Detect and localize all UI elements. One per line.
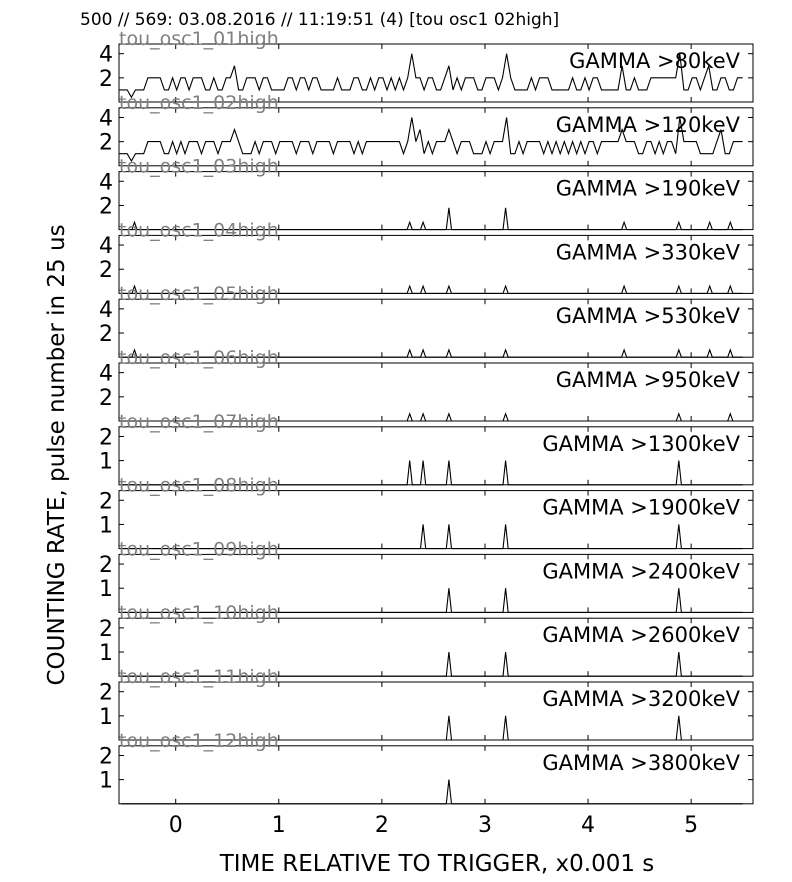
y-tick-label: 1 [99, 449, 113, 475]
y-tick-label: 2 [99, 130, 113, 156]
detector-label: tou_osc1_03high [119, 155, 279, 178]
y-tick-label: 1 [99, 577, 113, 603]
panel-tou_osc1_12high [99, 730, 753, 804]
y-tick-label: 4 [99, 170, 113, 196]
detector-label: tou_osc1_01high [119, 28, 279, 50]
y-tick-label: 2 [99, 194, 113, 220]
x-tick-label: 4 [581, 812, 596, 838]
energy-threshold-label: GAMMA >120keV [555, 112, 740, 137]
energy-threshold-label: GAMMA >2600keV [542, 623, 740, 648]
detector-label: tou_osc1_12high [119, 729, 279, 752]
x-axis [169, 813, 698, 838]
energy-threshold-label: GAMMA >190keV [555, 176, 740, 201]
detector-label: tou_osc1_09high [119, 538, 279, 561]
detector-label: tou_osc1_11high [119, 666, 279, 688]
detector-label: tou_osc1_05high [119, 283, 279, 306]
energy-threshold-label: GAMMA >80keV [569, 49, 740, 73]
detector-label: tou_osc1_02high [119, 91, 279, 114]
x-tick-label: 1 [271, 812, 286, 838]
energy-threshold-label: GAMMA >3200keV [542, 687, 740, 711]
y-tick-label: 2 [99, 489, 113, 515]
y-tick-label: 2 [99, 744, 113, 770]
energy-threshold-label: GAMMA >530keV [555, 304, 740, 329]
detector-label: tou_osc1_06high [119, 347, 279, 369]
y-tick-label: 4 [99, 42, 113, 68]
y-tick-label: 4 [99, 297, 113, 323]
y-axis-label: COUNTING RATE, pulse number in 25 us [44, 224, 70, 686]
y-tick-label: 2 [99, 616, 113, 642]
energy-threshold-label: GAMMA >3800keV [542, 750, 740, 775]
y-tick-label: 2 [99, 258, 113, 284]
y-tick-label: 4 [99, 361, 113, 387]
y-tick-label: 1 [99, 704, 113, 730]
energy-threshold-label: GAMMA >950keV [555, 368, 740, 392]
chart-title: 500 // 569: 03.08.2016 // 11:19:51 (4) [tou osc1 02high] [80, 10, 560, 30]
x-tick-label: 3 [477, 812, 492, 838]
x-tick-label: 2 [374, 812, 389, 838]
detector-label: tou_osc1_07high [119, 410, 279, 433]
detector-label: tou_osc1_08high [119, 474, 279, 497]
y-tick-label: 2 [99, 385, 113, 411]
y-tick-label: 2 [99, 680, 113, 706]
y-tick-label: 1 [99, 513, 113, 539]
series-line-tou_osc1_12high [121, 780, 743, 804]
y-tick-label: 2 [99, 66, 113, 92]
x-tick-label: 5 [684, 812, 699, 838]
detector-label: tou_osc1_10high [119, 602, 279, 625]
y-tick-label: 2 [99, 425, 113, 451]
y-tick-label: 4 [99, 106, 113, 132]
energy-threshold-label: GAMMA >330keV [555, 240, 740, 265]
y-tick-label: 4 [99, 234, 113, 260]
x-tick-label: 0 [168, 812, 183, 838]
y-tick-label: 1 [99, 641, 113, 667]
y-tick-label: 1 [99, 768, 113, 794]
detector-label: tou_osc1_04high [119, 219, 279, 242]
energy-threshold-label: GAMMA >1300keV [542, 431, 740, 456]
y-tick-label: 2 [99, 553, 113, 579]
energy-threshold-label: GAMMA >1900keV [542, 495, 740, 520]
energy-threshold-label: GAMMA >2400keV [542, 559, 740, 584]
x-axis-label: TIME RELATIVE TO TRIGGER, x0.001 s [219, 851, 655, 877]
panels-group [99, 28, 753, 804]
y-tick-label: 2 [99, 322, 113, 348]
